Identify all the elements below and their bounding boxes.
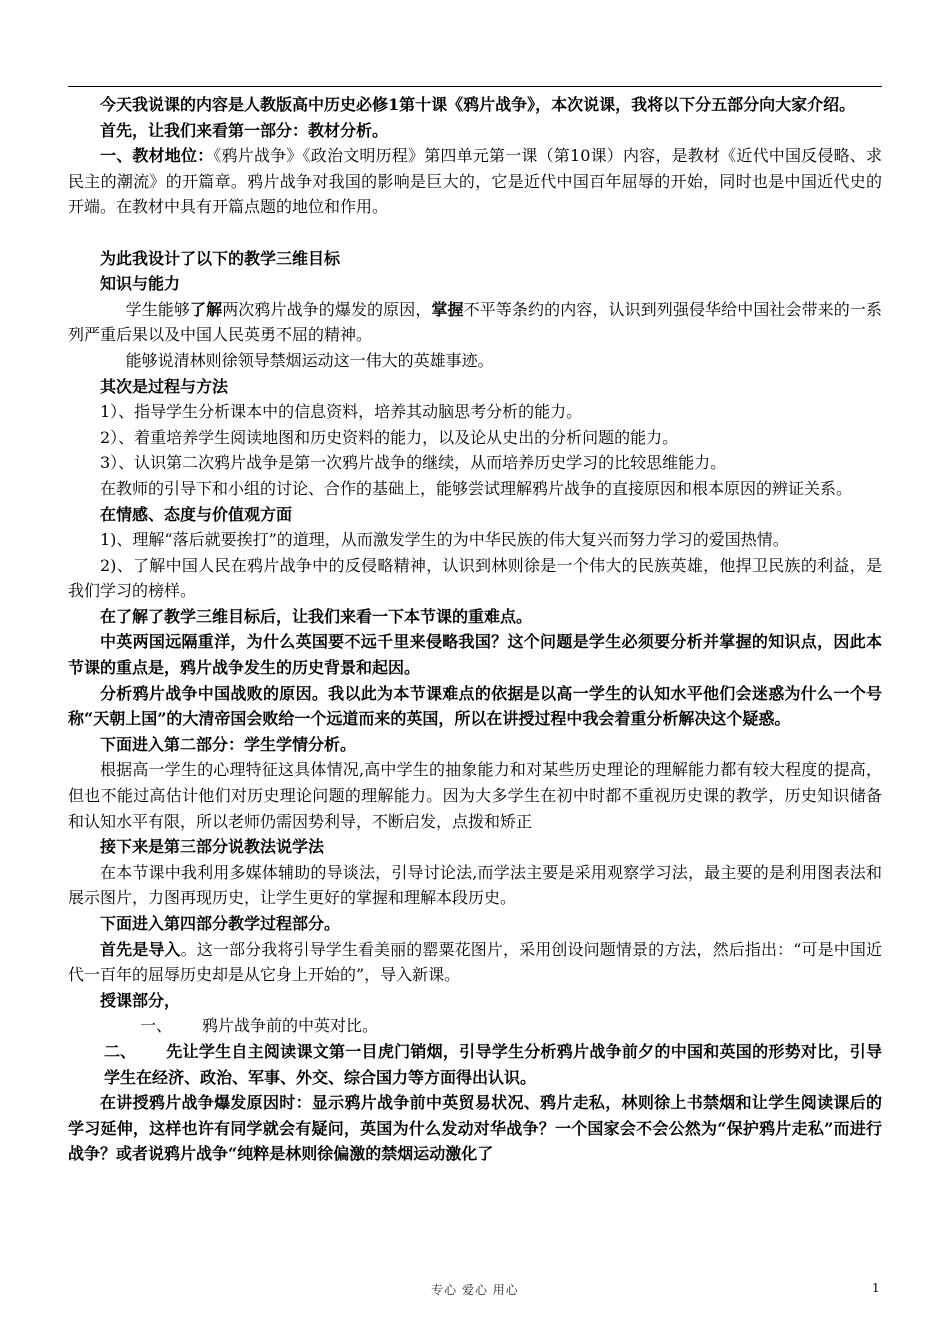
paragraph-kp1: [68, 629, 882, 680]
paragraph-text: 在了解了教学三维目标后，让我们来看一下本节课的重难点。: [100, 606, 533, 626]
paragraph-text: 3）、认识第二次鸦片战争是第一次鸦片战争的继续，从而培养历史学习的比较思维能力。: [100, 453, 727, 473]
paragraph-kp2: [68, 681, 882, 732]
list-number: 一、: [140, 1016, 173, 1036]
list-number: 二、: [104, 1041, 137, 1061]
paragraph-p3: [68, 450, 882, 476]
paragraph-text: 1)、理解“落后就要挨打”的道理，从而激发学生的为中华民族的伟大复兴而努力学习的爱国热情。: [100, 530, 789, 550]
paragraph-teach: [68, 988, 882, 1014]
paragraph-text: 为此我设计了以下的教学三维目标: [100, 248, 341, 268]
paragraph-text: 分析鸦片战争中国战败的原因。我以此为本节课难点的依据是以高一学生的认知水平他们会迷惑为什么一个号称“天朝上国”的大清帝国会败给一个远道而来的英国，所以在讲授过程中我会着重分析解决这个疑惑。: [68, 683, 882, 729]
paragraph-intro: [68, 92, 882, 118]
paragraph-text: 《鸦片战争》《政治文明历程》第四单元第一课（第10课）内容，是教材《近代中国反侵略、求民主的潮流》的开篇章。鸦片战争对我国的影响是巨大的，它是近代中国百年屈辱的开始，同时也是中国近代史的开端。在教材中具有开篇点题的地位和作用。: [68, 146, 882, 217]
paragraph-lead: 一、教材地位：: [100, 146, 214, 166]
paragraph-part3: [68, 834, 882, 860]
paragraph-l1: [68, 1013, 882, 1039]
paragraph-intro2: [68, 937, 882, 988]
paragraph-text: 根据高一学生的心理特征这具体情况,高中学生的抽象能力和对某些历史理论的理解能力都有较大程度的提高，但也不能过高估计他们对历史理论问题的理解能力。因为大多学生在初中时都不重视历史课的教学，历史知识储备和认知水平有限，所以老师仍需因势利导，不断启发，点拨和矫正: [68, 760, 882, 831]
paragraph-text: 2）、着重培养学生阅读地图和历史资料的能力，以及论从史出的分析问题的能力。: [100, 427, 679, 447]
paragraph-p2: [68, 425, 882, 451]
paragraph-l2: [68, 1039, 882, 1090]
paragraph-text: 下面进入第二部分：学生学情分析。: [100, 734, 357, 754]
text-segment: 两次鸦片战争的爆发的原因，: [222, 299, 432, 319]
paragraph-status: [68, 143, 882, 220]
page-number: 1: [872, 1281, 880, 1295]
list-text: 鸦片战争前的中英对比。: [202, 1016, 379, 1036]
paragraph-s1: [68, 757, 882, 834]
paragraph-text: 今天我说课的内容是人教版高中历史必修1第十课《鸦片战争》，本次说课，我将以下分五部分向大家介绍。: [100, 95, 856, 114]
document-body: [68, 92, 882, 1167]
paragraph-text: 在讲授鸦片战争爆发原因时：显示鸦片战争前中英贸易状况、鸦片走私，林则徐上书禁烟和让学生阅读课后的学习延伸，这样也许有同学就会有疑问，英国为什么发动对华战争？一个国家会不会公然为“保护鸦片走私”而进行战争？或者说鸦片战争“纯粹是林则徐偏激的禁烟运动激化了: [68, 1093, 882, 1164]
list-text: 先让学生自主阅读课文第一目虎门销烟，引导学生分析鸦片战争前夕的中国和英国的形势对比，引导学生在经济、政治、军事、外交、综合国力等方面得出认识。: [104, 1041, 882, 1087]
text-segment: 学生能够: [125, 299, 190, 319]
paragraph-k2: [68, 348, 882, 374]
paragraph-e2: [68, 553, 882, 604]
footer-motto: 专心 爱心 用心: [431, 1283, 519, 1297]
paragraph-keypoints: [68, 604, 882, 630]
paragraph-text: 1）、指导学生分析课本中的信息资料，培养其动脑思考分析的能力。: [100, 402, 583, 422]
paragraph-text: 中英两国远隔重洋，为什么英国要不远千里来侵略我国？这个问题是学生必须要分析并掌握的知识点，因此本节课的重点是，鸦片战争发生的历史背景和起因。: [68, 632, 882, 678]
paragraph-part2: [68, 732, 882, 758]
paragraph-part1: [68, 118, 882, 144]
paragraph-text: 在情感、态度与价值观方面: [100, 504, 293, 524]
paragraph-text: 在教师的引导下和小组的讨论、合作的基础上，能够尝试理解鸦片战争的直接原因和根本原因的辨证关系。: [100, 478, 853, 498]
paragraph-text: 2)、了解中国人民在鸦片战争中的反侵略精神，认识到林则徐是一个伟大的民族英雄，他捍卫民族的利益，是我们学习的榜样。: [68, 555, 882, 601]
paragraph-text: 知识与能力: [100, 274, 181, 294]
paragraph-last: [68, 1090, 882, 1167]
text-segment: 。这一部分我将引导学生看美丽的罂粟花图片，采用创设问题情景的方法，然后指出：“可是中国近代一百年的屈辱历史却是从它身上开始的”，导入新课。: [68, 939, 882, 985]
paragraph-text: 首先，让我们来看第一部分：教材分析。: [100, 120, 389, 140]
text-segment: 掌握: [431, 299, 464, 319]
text-segment: 首先是导入: [100, 939, 181, 959]
paragraph-knowledge: [68, 271, 882, 297]
text-segment: 不平等条约的内容，认识到列强侵华给中国社会带来的一系列严重后果以及中国人民英勇不屈的精神。: [68, 299, 882, 345]
paragraph-m1: [68, 860, 882, 911]
paragraph-emotion: [68, 502, 882, 528]
header-rule: [68, 86, 882, 87]
paragraph-p4: [68, 476, 882, 502]
paragraph-blank1: [68, 220, 882, 246]
paragraph-text: 接下来是第三部分说教法说学法: [100, 837, 325, 857]
paragraph-text: 在本节课中我利用多媒体辅助的导谈法，引导讨论法,而学法主要是采用观察学习法，最主要的是利用图表法和展示图片，力图再现历史，让学生更好的掌握和理解本段历史。: [68, 862, 882, 908]
paragraph-p1: [68, 399, 882, 425]
paragraph-text: 能够说清林则徐领导禁烟运动这一伟大的英雄事迹。: [125, 350, 494, 370]
paragraph-text: 下面进入第四部分教学过程部分。: [100, 914, 341, 933]
paragraph-process: [68, 374, 882, 400]
paragraph-e1: [68, 527, 882, 553]
text-segment: 了解: [189, 299, 223, 319]
paragraph-k1: [68, 297, 882, 348]
paragraph-goals: [68, 246, 882, 272]
paragraph-text: 其次是过程与方法: [100, 376, 229, 396]
paragraph-part4: [68, 911, 882, 937]
paragraph-text: 授课部分，: [100, 990, 181, 1010]
